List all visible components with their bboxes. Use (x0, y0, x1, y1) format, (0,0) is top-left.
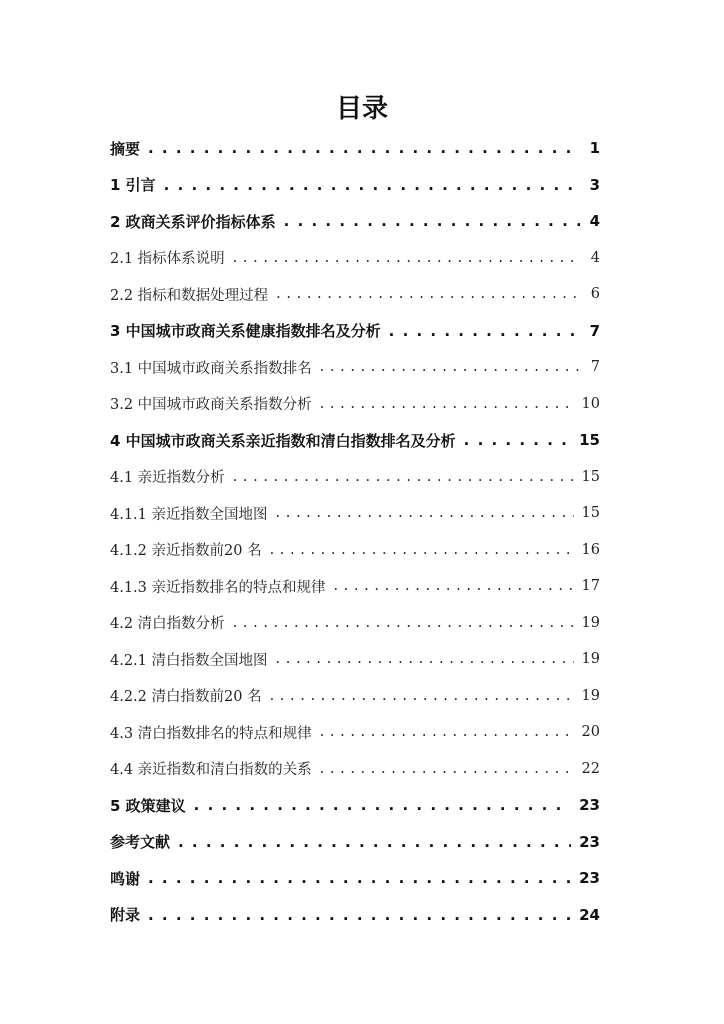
toc-entry[interactable] (110, 641, 600, 678)
toc-entry[interactable] (110, 897, 600, 934)
toc-entry-label: 1 引言 (110, 176, 156, 195)
toc-entry-page-number: 19 (581, 614, 600, 631)
toc-entry-page-number: 17 (581, 578, 600, 595)
toc-dot-leader (270, 687, 574, 705)
toc-entry-label: 附录 (110, 906, 141, 925)
toc-dot-leader (389, 322, 580, 340)
toc-entry[interactable] (110, 386, 600, 423)
toc-entry[interactable] (110, 422, 600, 459)
toc-entry-page-number: 19 (581, 687, 600, 704)
toc-entry-page-number: 7 (590, 359, 600, 376)
toc-entry-label: 3.1 中国城市政商关系指数排名 (110, 360, 312, 377)
toc-entry[interactable] (110, 203, 600, 240)
toc-entry[interactable] (110, 532, 600, 569)
page-title: 目录 (335, 94, 388, 124)
toc-dot-leader (178, 833, 571, 851)
toc-entry-label: 摘要 (110, 139, 141, 158)
toc-entry[interactable] (110, 130, 600, 167)
toc-entry-page-number: 23 (579, 869, 600, 888)
toc-dot-leader (194, 796, 571, 814)
toc-entry[interactable] (110, 313, 600, 350)
toc-dot-leader (284, 212, 580, 230)
toc-entry-page-number: 16 (581, 541, 600, 558)
toc-entry-label: 3 中国城市政商关系健康指数排名及分析 (110, 322, 381, 341)
toc-entry-label: 4.2.1 清白指数全国地图 (110, 652, 268, 669)
toc-entry-page-number: 10 (581, 395, 600, 412)
toc-dot-leader (148, 139, 580, 157)
toc-entry-page-number: 20 (581, 724, 600, 741)
toc-list (110, 130, 600, 933)
toc-entry-page-number: 15 (581, 468, 600, 485)
toc-dot-leader (148, 906, 571, 924)
toc-entry-label: 2 政商关系评价指标体系 (110, 212, 276, 231)
toc-entry-label: 3.2 中国城市政商关系指数分析 (110, 397, 312, 414)
toc-dot-leader (320, 395, 574, 413)
toc-dot-leader (276, 504, 574, 522)
toc-entry[interactable] (110, 240, 600, 277)
toc-dot-leader (276, 285, 580, 303)
toc-entry-page-number: 4 (589, 212, 600, 231)
toc-dot-leader (270, 541, 574, 559)
toc-entry[interactable] (110, 824, 600, 861)
toc-dot-leader (464, 431, 571, 449)
toc-entry-label: 4.1 亲近指数分析 (110, 470, 225, 487)
toc-entry[interactable] (110, 349, 600, 386)
toc-dot-leader (334, 577, 574, 595)
toc-dot-leader (164, 176, 580, 194)
toc-entry-page-number: 23 (579, 796, 600, 815)
toc-entry-label: 4.4 亲近指数和清白指数的关系 (110, 762, 312, 779)
toc-entry[interactable] (110, 495, 600, 532)
toc-entry-label: 鸣谢 (110, 869, 141, 888)
toc-entry-label: 5 政策建议 (110, 796, 186, 815)
toc-entry-label: 4.1.2 亲近指数前20 名 (110, 543, 262, 560)
toc-entry-page-number: 3 (589, 175, 600, 194)
toc-entry-label: 4.3 清白指数排名的特点和规律 (110, 725, 312, 742)
toc-entry-page-number: 24 (579, 905, 600, 924)
toc-entry-label: 参考文献 (110, 833, 171, 852)
toc-dot-leader (320, 358, 580, 376)
toc-entry-page-number: 4 (590, 249, 600, 266)
toc-entry-page-number: 6 (590, 286, 600, 303)
toc-entry-label: 4.1.3 亲近指数排名的特点和规律 (110, 579, 326, 596)
toc-entry-page-number: 1 (589, 139, 600, 158)
toc-dot-leader (233, 614, 574, 632)
toc-dot-leader (320, 723, 574, 741)
toc-dot-leader (276, 650, 574, 668)
toc-entry-page-number: 23 (579, 832, 600, 851)
toc-entry[interactable] (110, 167, 600, 204)
toc-entry-label: 4 中国城市政商关系亲近指数和清白指数排名及分析 (110, 431, 456, 450)
toc-entry[interactable] (110, 714, 600, 751)
toc-entry[interactable] (110, 787, 600, 824)
toc-entry-label: 4.2 清白指数分析 (110, 616, 225, 633)
toc-dot-leader (320, 760, 574, 778)
toc-entry[interactable] (110, 276, 600, 313)
toc-entry-page-number: 15 (579, 431, 600, 450)
toc-entry-label: 4.1.1 亲近指数全国地图 (110, 506, 268, 523)
toc-entry[interactable] (110, 568, 600, 605)
toc-entry[interactable] (110, 678, 600, 715)
toc-entry-label: 2.1 指标体系说明 (110, 251, 225, 268)
toc-entry-label: 2.2 指标和数据处理过程 (110, 287, 269, 304)
toc-dot-leader (233, 249, 580, 267)
toc-entry[interactable] (110, 751, 600, 788)
toc-entry-label: 4.2.2 清白指数前20 名 (110, 689, 262, 706)
toc-dot-leader (148, 869, 571, 887)
toc-entry-page-number: 7 (589, 321, 600, 340)
toc-entry-page-number: 19 (581, 651, 600, 668)
toc-entry[interactable] (110, 605, 600, 642)
toc-entry[interactable] (110, 459, 600, 496)
toc-entry[interactable] (110, 860, 600, 897)
toc-entry-page-number: 22 (581, 760, 600, 777)
toc-entry-page-number: 15 (581, 505, 600, 522)
toc-dot-leader (233, 468, 574, 486)
